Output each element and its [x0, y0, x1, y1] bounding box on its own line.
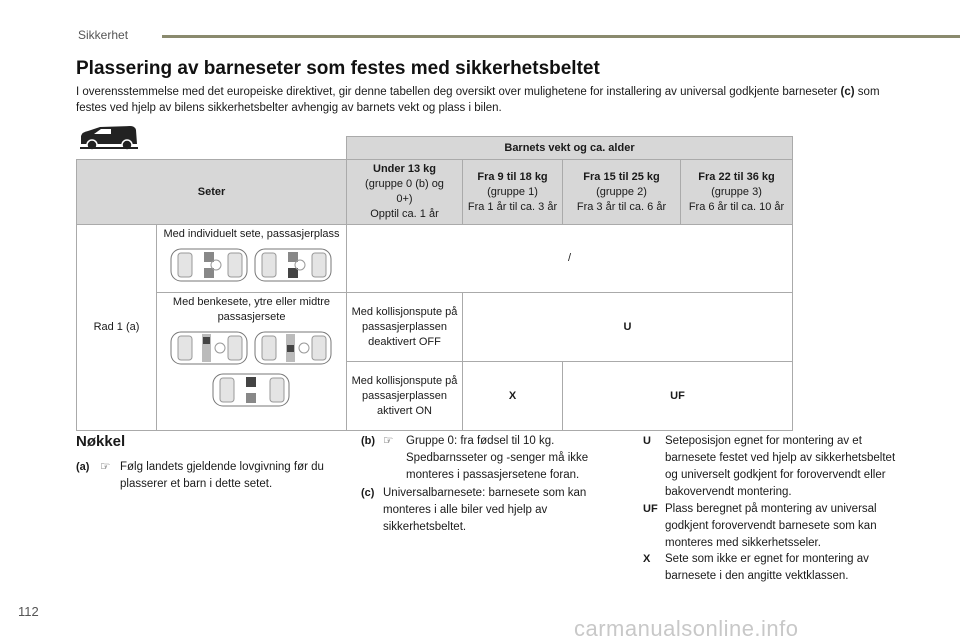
row-label: Rad 1 (a)	[77, 225, 157, 431]
hand-pointer-icon: ☞	[383, 435, 394, 447]
legend-item-c: (c) Universalbarnesete: barnesete som kan monteres i alle biler ved hjelp av sikkerhetsbeltet.	[361, 487, 587, 533]
section-label: Sikkerhet	[78, 28, 129, 42]
seat-layout-icon	[254, 246, 334, 284]
column-header-3: Fra 22 til 36 kg (gruppe 3) Fra 6 år til ca. 10 år	[681, 160, 793, 225]
intro-text-2: som festes ved hjelp av bilens sikkerhetsbelter avhengig av barnets vekt og plass i bilen.	[76, 86, 880, 114]
hand-pointer-icon: ☞	[100, 461, 111, 473]
legend-item-uf: UF Plass beregnet på montering av universal godkjent forovervendt barnesete som kan monteres med sikkerhetsseler.	[643, 503, 877, 549]
intro-text-1: I overensstemmelse med det europeiske direktivet, gir denne tabellen deg oversikt over mulighetene for installering av universal godkjente barneseter	[76, 86, 838, 98]
airbag-on-value-uf: UF	[563, 362, 793, 431]
intro-key: (c)	[840, 86, 855, 98]
table-corner	[77, 137, 347, 160]
seat-layout-icon	[170, 329, 250, 367]
column-header-0: Under 13 kg (gruppe 0 (b) og 0+) Opptil ca. 1 år	[347, 160, 463, 225]
header-rule	[162, 35, 960, 38]
column-header-1: Fra 9 til 18 kg (gruppe 1) Fra 1 år til ca. 3 år	[463, 160, 563, 225]
legend-key-uf: UF	[643, 503, 658, 515]
legend-item-x: X Sete som ikke er egnet for montering av barnesete i den angitte vektklassen.	[643, 553, 869, 582]
page-title: Plassering av barneseter som festes med sikkerhetsbeltet	[76, 58, 600, 79]
legend-key-x: X	[643, 553, 651, 565]
seat-layout-icon	[170, 246, 250, 284]
intro-paragraph	[76, 84, 906, 116]
airbag-on-cell: Med kollisjonspute på passasjerplassen aktivert ON	[347, 362, 463, 431]
seat-layout-icon	[254, 329, 334, 367]
seat-layout-icon	[212, 371, 292, 409]
legend-item-b: (b) ☞ Gruppe 0: fra fødsel til 10 kg. Spedbarnsseter og -senger må ikke monteres i passasjersetene foran.	[361, 435, 589, 481]
legend-key-u: U	[643, 435, 651, 447]
seat-individual-cell: Med individuelt sete, passasjerplass	[157, 225, 347, 293]
legend-item-a: (a) ☞ Følg landets gjeldende lovgivning før du plasserer et barn i dette setet.	[76, 461, 324, 490]
weight-header: Barnets vekt og ca. alder	[347, 137, 793, 160]
legend-item-u: U Seteposisjon egnet for montering av et barnesete festet ved hjelp av sikkerhetsbeltet og universelt godkjent for forovervendt eller bakovervendt montering.	[643, 435, 896, 498]
child-seat-table	[76, 136, 793, 431]
seats-header: Seter	[77, 160, 347, 225]
seat-bench-cell: Med benkesete, ytre eller midtre passasjersete	[157, 293, 347, 431]
seat-individual-value: /	[347, 225, 793, 293]
airbag-off-cell: Med kollisjonspute på passasjerplassen deaktivert OFF	[347, 293, 463, 362]
page-number: 112	[18, 604, 39, 619]
airbag-on-value-x: X	[463, 362, 563, 431]
airbag-off-value: U	[463, 293, 793, 362]
legend-key-b: (b)	[361, 435, 376, 447]
legend-key-c: (c)	[361, 487, 375, 499]
watermark: carmanualsonline.info	[574, 616, 799, 641]
legend-title: Nøkkel	[76, 433, 126, 450]
legend-key-a: (a)	[76, 461, 90, 473]
column-header-2: Fra 15 til 25 kg (gruppe 2) Fra 3 år til ca. 6 år	[563, 160, 681, 225]
